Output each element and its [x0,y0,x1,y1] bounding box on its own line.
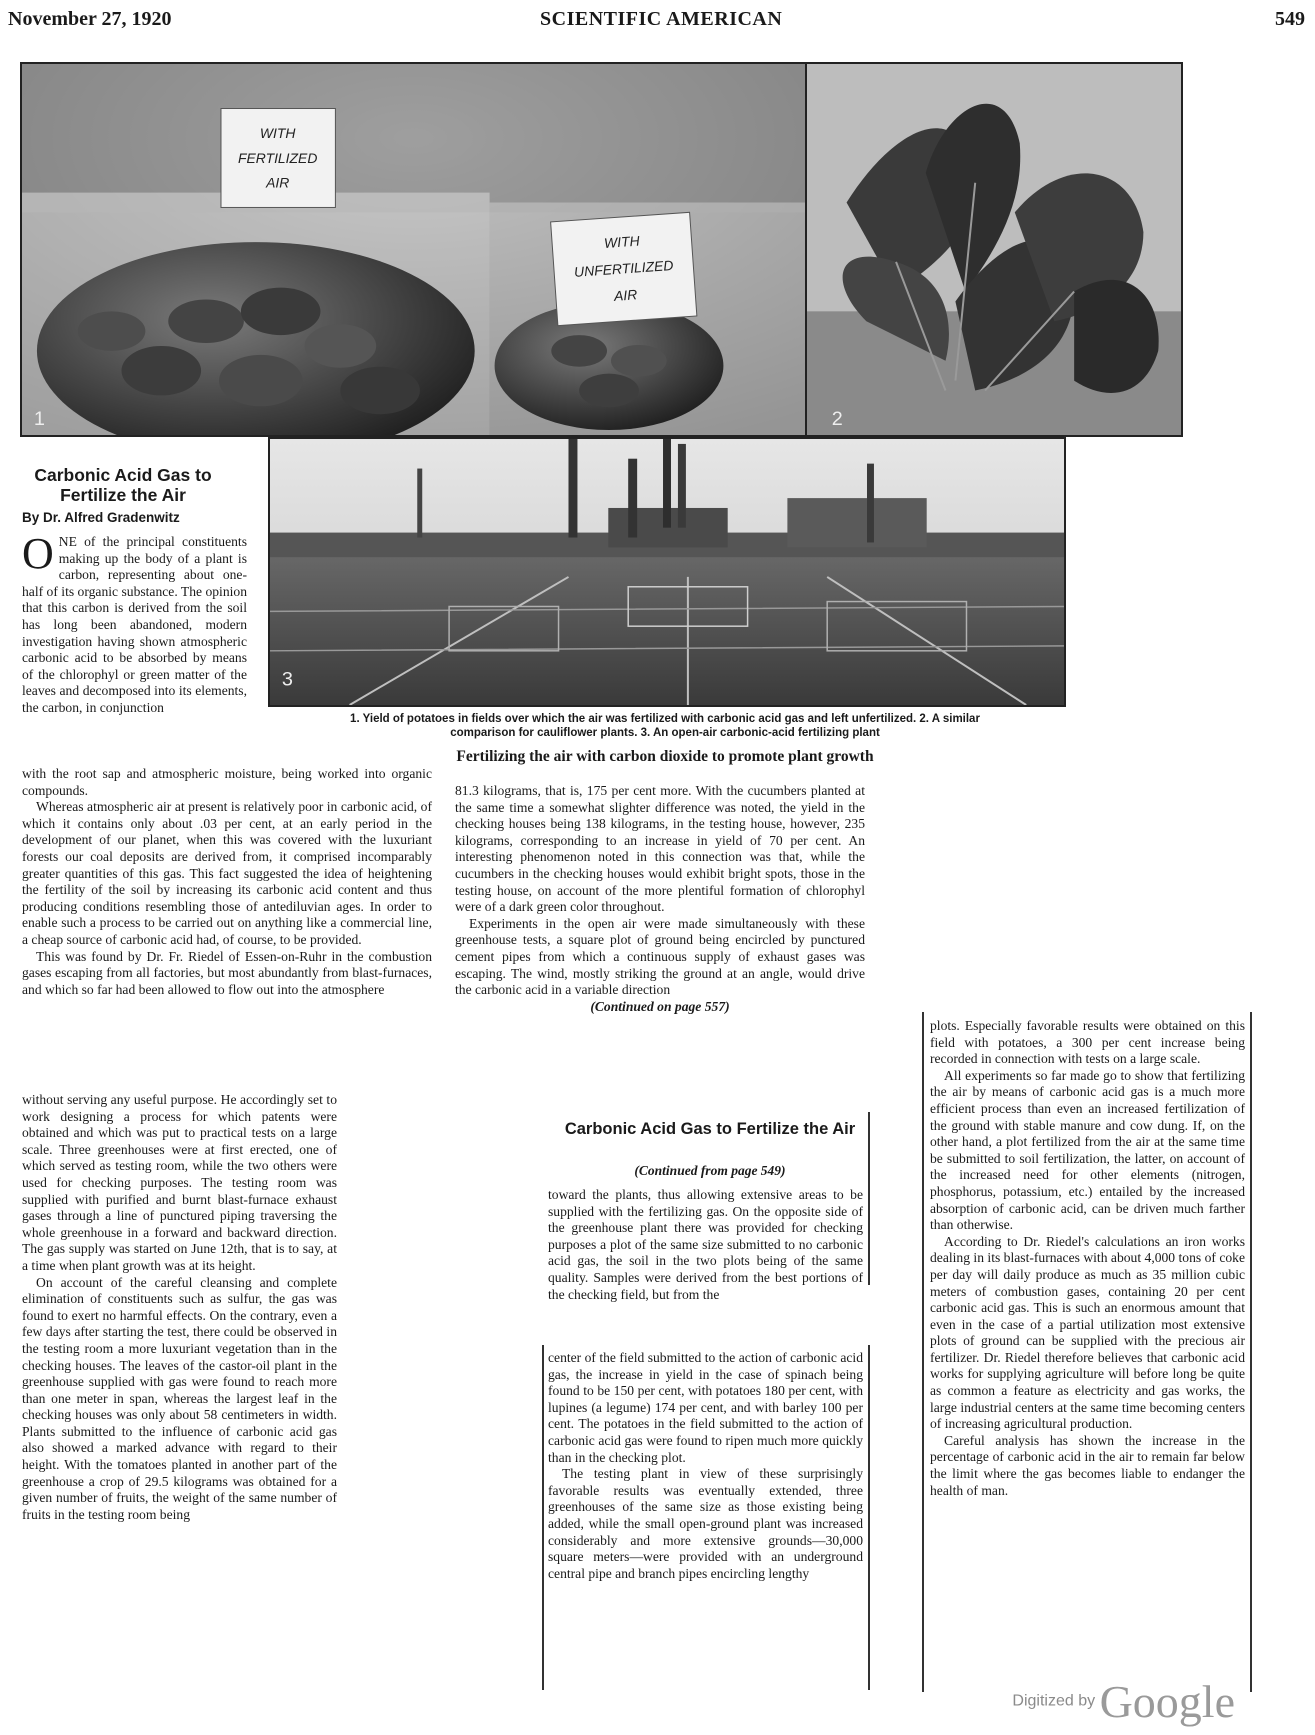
figure-number-3: 3 [281,668,294,691]
issue-date: November 27, 1920 [8,8,172,30]
sign-fertilized-line3: AIR [266,174,290,191]
photo-cauliflower [805,62,1183,437]
paragraph: All experiments so far made go to show that fertilizing the air by means of carbonic acid gas is a much more efficient process than even an increased fertilization of the ground with stable manure and cow dung. If, on the other hand, a plot fertilized from the air at the same time be submitted to soil fertilization, the latter, on account of the increased need for other elements (nitrogen, phosphorus, potassium, etc.) entailed by the increased absorption of carbonic acid, can be driven much farther than otherwise. [930,1067,1245,1233]
continued-from-note: (Continued from page 549) [634,1163,786,1178]
digitized-label: Digitized by [1012,1692,1096,1710]
paragraph: center of the field submitted to the action of carbonic acid gas, the increase in yield in the case of spinach being found to be 150 per cent, with potatoes 180 per cent, with lupines (a legume) 174 per cent, and with barley 100 per cent. The potatoes in the field submitted to the action of carbonic acid gas were found to ripen much more quickly than in the checking plot. [548,1350,863,1465]
paragraph-text: NE of the principal constituents making up the body of a plant is carbon, representing about one-half of its organic substance. The opinion that this carbon is derived from the soil has long been abandoned, modern investigation having shown atmospheric carbonic acid to be absorbed by means of the chlorophyl or green matter of the leaves and decomposed into its elements, the carbon, in conjunction [22,534,247,715]
figure-number-2: 2 [831,408,843,431]
paragraph: The testing plant in view of these surprisingly favorable results was eventually extended, three greenhouses of the same size as those existing being added, while the small open-ground plant was increased considerably and more extensive grounds—30,000 square meters—were provided with an underground central pipe and branch pipes encircling lengthy [548,1466,863,1581]
digitized-watermark [1012,1675,1235,1728]
continuation-text-bottom [548,1350,863,1582]
rule-right-of-continuation [868,1112,870,1285]
caption-line-1: 1. Yield of potatoes in fields over which the air was fertilized with carbonic acid gas and left unfertilized. 2. A similar [350,713,980,725]
figure-number-1: 1 [33,408,46,431]
page-number: 549 [1275,8,1305,30]
continuation-text-top [548,1187,863,1303]
continuation-headline: Carbonic Acid Gas to Fertilize the Air [564,1120,856,1138]
paragraph: Whereas atmospheric air at present is relatively poor in carbonic acid, of which it contains only about .03 per cent, at an early period in the development of our planet, when this was covered with the luxuriant forests our coal deposits are derived from, it comprised incomparably greater quantities of this gas. This fact suggested the idea of heightening the fertility of the soil by increasing its carbonic acid content and thus producing conditions resembling those of antediluvian ages. In order to enable such a process to be carried out on anything like a commercial line, a cheap source of carbonic acid had, of course, to be provided. [22,799,432,947]
photo-potatoes [20,62,807,437]
paragraph [22,529,247,717]
paragraph: plots. Especially favorable results were obtained on this field with potatoes, a 300 per cent increase being recorded in connection with tests on a large scale. [930,1018,1245,1067]
google-logo: Google [1099,1676,1235,1727]
sign-fertilized-line1: WITH [259,125,296,142]
paragraph: with the root sap and atmospheric moisture, being worked into organic compounds. [22,766,432,798]
continued-note: (Continued on page 557) [590,998,730,1014]
column-1-bottom [22,1092,337,1523]
paragraph: Experiments in the open air were made simultaneously with these greenhouse tests, a square plot of ground being encircled by punctured cement pipes from which a continuous supply of exhaust gases was escaping. The wind, mostly striking the ground at an angle, would drive the carbonic acid in a variable direction [455,915,865,998]
sign-unfertilized-line1: WITH [603,232,641,251]
paragraph: Careful analysis has shown the increase in the percentage of carbonic acid in the air to remain far below the limit where the gas becomes liable to endanger the health of man. [930,1432,1245,1498]
paragraph: 81.3 kilograms, that is, 175 per cent more. With the cucumbers planted at the same time a somewhat slighter difference was noted, the yield in the checking houses being 138 kilograms, in the testing house, however, 235 kilograms, corresponding to an increase in yield of 70 per cent. An interesting phenomenon noted in this connection was that, while the cucumbers in the checking houses would exhibit bright spots, those in the testing house, on account of the more plentiful formation of chlorophyl were of a dark green color throughout. [455,783,865,915]
drop-cap: O [22,529,54,578]
rule-right-of-column-3 [868,1345,870,1690]
column-1-middle [22,766,432,998]
figure-caption [265,712,1065,740]
figure-title: Fertilizing the air with carbon dioxide to promote plant growth [456,748,874,765]
paragraph: This was found by Dr. Fr. Riedel of Essen-on-Ruhr in the combustion gases escaping from all factories, but most abundantly from blast-furnaces, and which so far had been allowed to flow out into the atmosphere [22,948,432,997]
rule-left-of-column-3 [542,1345,544,1690]
paragraph: toward the plants, thus allowing extensive areas to be supplied with the fertilizing gas. On the opposite side of the greenhouse plant there was provided for checking purposes a plot of the same size submitted to no carbonic acid gas, the soil in the two plots being of the same quality. Samples were derived from the best portions of the checking field, but from the [548,1187,863,1302]
sign-fertilized-line2: FERTILIZED [238,149,318,166]
rule-right-of-column-4 [1250,1012,1252,1692]
paragraph: On account of the careful cleansing and complete elimination of constituents such as sulfur, the gas was found to exert no harmful effects. On the contrary, even a few days after starting the test, there could be observed in the testing room a more luxuriant vegetation than in the checking houses. The leaves of the castor-oil plant in the greenhouse supplied with gas were found to reach more than one meter in span, whereas the largest leaf in the checking houses was only about 58 centimeters in width. Plants submitted to the influence of carbonic acid gas also showed a marked advance with regard to their height. With the tomatoes planted in another part of the greenhouse a crop of 29.5 kilograms was obtained for a given number of fruits, the weight of the same number of fruits in the testing room being [22,1274,337,1522]
caption-line-2: comparison for cauliflower plants. 3. An open-air carbonic-acid fertilizing plant [450,727,880,739]
column-2 [455,783,865,1015]
paragraph: without serving any useful purpose. He accordingly set to work designing a process for which patents were obtained and which was put to practical tests on a large scale. Three greenhouses were at first erected, one of which served as testing room, while the two others were used for checking purposes. The testing room was supplied with purified and burnt blast-furnace exhaust gases through a line of punctured piping traversing the whole greenhouse in a forward and backward direction. The gas supply was started on June 12th, that is to say, at a time when plant growth was at its height. [22,1092,337,1273]
sign-unfertilized-line2: UNFERTILIZED [573,257,674,280]
rule-left-of-column-4 [922,1012,924,1692]
column-1-top [22,529,247,717]
article-headline: Carbonic Acid Gas to Fertilize the Air [34,465,212,505]
column-4 [930,1018,1245,1499]
byline: By Dr. Alfred Gradenwitz [22,510,180,525]
paragraph: According to Dr. Riedel's calculations an iron works dealing in its blast-furnaces with about 4,000 tons of coke per day will daily produce as much as 35 million cubic meters of combustion gases, containing 20 per cent carbonic acid gas. This is such an enormous amount that even in the case of a partial utilization most extensive plots of ground can be supplied with the precious air fertilizer. Dr. Riedel therefore believes that carbonic acid works for supplying agriculture will before long be quite as common a feature as electricity and gas works, the large industrial centers at the same time becoming centers of increasing agricultural production. [930,1233,1245,1432]
photo-open-air-plant [268,437,1066,707]
sign-unfertilized-line3: AIR [613,286,638,304]
magazine-title: SCIENTIFIC AMERICAN [540,8,783,30]
